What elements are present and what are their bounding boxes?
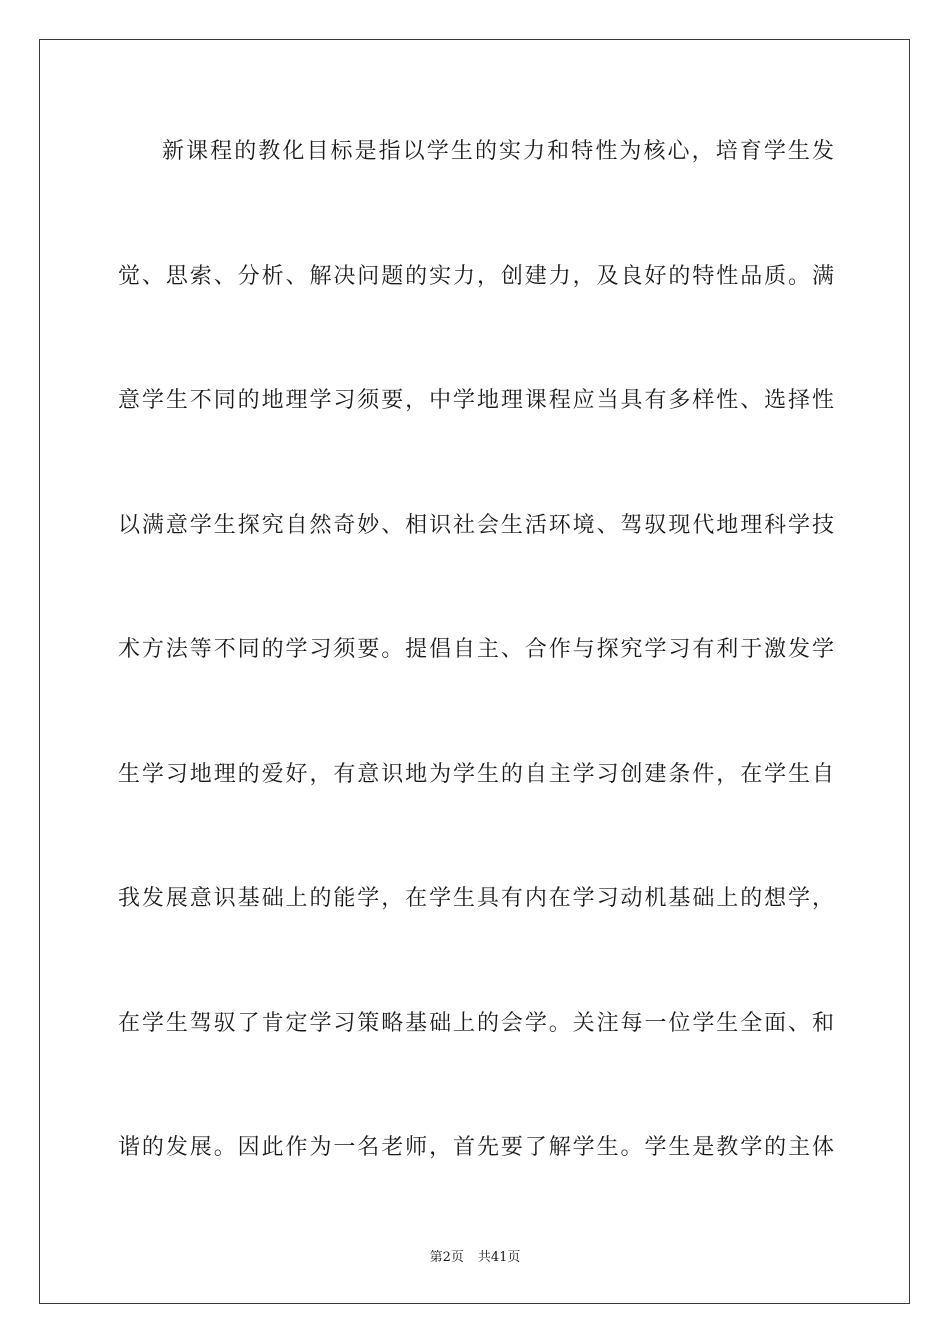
text-line: 以满意学生探究自然奇妙、相识社会生活环境、驾驭现代地理科学技 [118,512,834,538]
text-line: 生学习地理的爱好，有意识地为学生的自主学习创建条件，在学生自 [118,761,834,787]
text-line: 新课程的教化目标是指以学生的实力和特性为核心，培育学生发 [162,139,834,164]
body-text [118,128,834,1249]
text-line: 我发展意识基础上的能学，在学生具有内在学习动机基础上的想学， [118,886,834,911]
text-line: 谐的发展。因此作为一名老师，首先要了解学生。学生是教学的主体 [118,1135,834,1160]
text-line: 术方法等不同的学习须要。提倡自主、合作与探究学习有利于激发学 [118,637,834,662]
page-footer [0,1246,950,1265]
current-page-label: 第2页 [429,1250,464,1265]
text-line: 意学生不同的地理学习须要，中学地理课程应当具有多样性、选择性 [118,388,834,413]
total-pages-label: 共41页 [477,1250,521,1265]
text-line: 在学生驾驭了肯定学习策略基础上的会学。关注每一位学生全面、和 [118,1010,834,1036]
text-line: 觉、思索、分析、解决问题的实力，创建力，及良好的特性品质。满 [118,263,834,289]
